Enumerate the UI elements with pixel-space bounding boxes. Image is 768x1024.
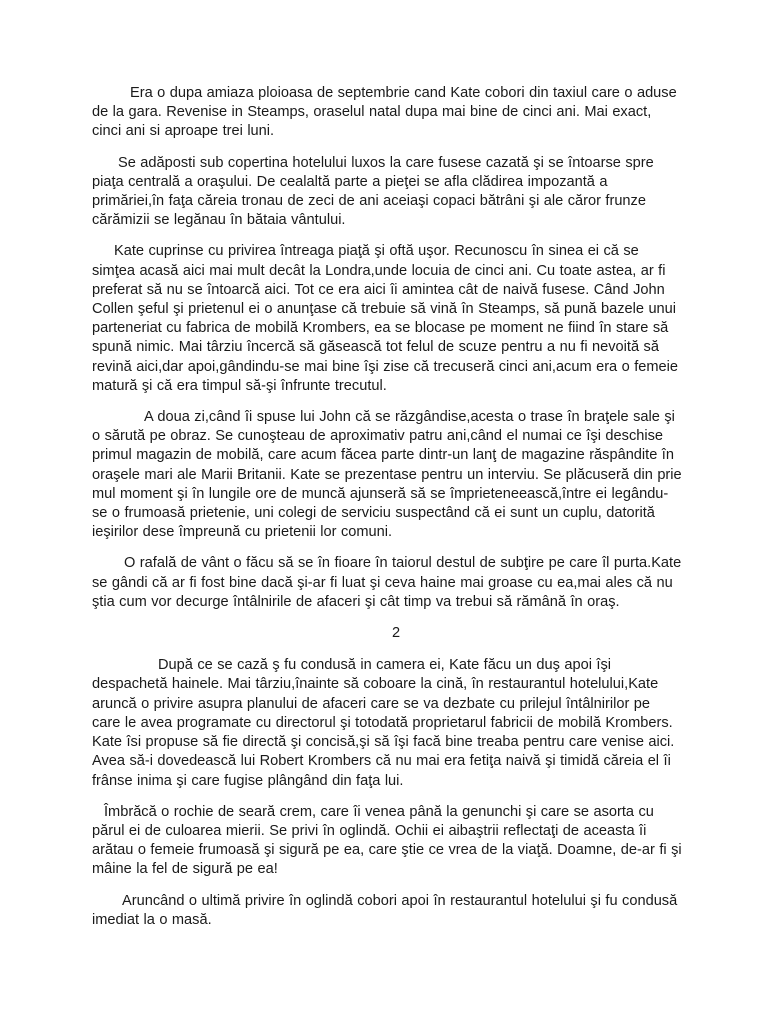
paragraph-5: O rafală de vânt o făcu să se în fioare în taiorul destul de subţire pe care îl purta.Kate se gândi că ar fi fost bine dacă şi-ar fi luat şi ceva haine mai groase cu ea,mai ales că nu ştia cum vor decurge întâlnirile de afaceri şi cât timp va trebui să rămână în oraş. — [92, 555, 682, 610]
paragraph-7: Îmbrăcă o rochie de seară crem, care îi venea până la genunchi şi care se asorta cu părul ei de culoarea mierii. Se privi în oglindă. Ochii ei aibaştrii reflectaţi de aceasta îi arătau o femeie frumoasă şi sigură pe ea, care ştie ce vrea de la viaţă. Doamne, de-ar fi şi mâine la fel de sigură pe ea! — [92, 803, 682, 878]
body-text — [92, 84, 682, 942]
paragraph-4: A doua zi,când îi spuse lui John că se răzgândise,acesta o trase în braţele sale şi o sărută pe obraz. Se cunoşteau de aproximativ patru ani,când el numai ce îşi deschise primul magazin de mobilă, care acum făcea parte dintr-un lanţ de magazine răspândite în oraşele mari ale Marii Britanii. Kate se prezentase pentru un interviu. Se plăcuseră din prie mul moment şi în lungile ore de muncă ajunseră să se împrieteneească,între ei legându-se o frumoasă prietenie, uni colegi de serviciu suspectând că ei sunt un cuplu, datorită ieşirilor dese împreună cu prietenii lor comuni. — [92, 409, 682, 541]
paragraph-8: Aruncând o ultimă privire în oglindă cobori apoi în restaurantul hotelului şi fu condusă imediat la o masă. — [92, 892, 678, 928]
paragraph-6: După ce se cază ş fu condusă in camera ei, Kate făcu un duş apoi îşi despachetă hainele. Mai târziu,înainte să coboare la cină, în restaurantul hotelului,Kate aruncă o privire asupra planului de afaceri care se va dezbate cu prilejul întâlnirilor pe care le avea programate cu directorul şi totodată proprietarul fabricii de mobilă Krombers. Kate îsi propuse să fie directă şi concisă,şi să îşi facă bine treaba pentru care venise aici. Avea să-i dovedească lui Robert Krombers că nu mai era fetiţa naivă şi timidă căreia el îi frânse inima şi care fugise plângând din faţa lui. — [92, 657, 675, 789]
paragraph-2: Se adăposti sub copertina hotelului luxos la care fusese cazată şi se întoarse spre piaţa centrală a oraşului. De cealaltă parte a pieţei se afla clădirea impozantă a primăriei,în faţa căreia tronau de zeci de ani aceiaşi copaci bătrâni şi ale căror frunze cărămizii se legănau în bătaia vântului. — [92, 154, 654, 229]
page-number: 2 — [391, 625, 401, 642]
paragraph-3: Kate cuprinse cu privirea întreaga piaţă şi oftă uşor. Recunoscu în sinea ei că se simţea acasă aici mai mult decât la Londra,unde locuia de cinci ani. Cu toate astea, ar fi preferat să nu se întoarcă aici. Tot ce era aici îi amintea cât de naivă fusese. Când John Collen şeful şi prietenul ei o anunţase că trebuie să vină în Steamps, să pună bazele unui parteneriat cu fabrica de mobilă Krombers, ea se blocase pe moment ne fiind în stare să spună nimic. Mai târziu încercă să găsească tot felul de scuze pentru a nu fi nevoită să revină aici,dar apoi,gândindu-se mai bine îşi zise că trecuseră cinci ani,acum era o femeie matură şi că era timpul să-şi înfrunte trecutul. — [92, 243, 678, 394]
paragraph-1: Era o dupa amiaza ploioasa de septembrie cand Kate cobori din taxiul care o aduse de la gara. Revenise in Steamps, oraselul natal dupa mai bine de cinci ani. Mai exact, cinci ani si aproape trei luni. — [92, 85, 677, 140]
